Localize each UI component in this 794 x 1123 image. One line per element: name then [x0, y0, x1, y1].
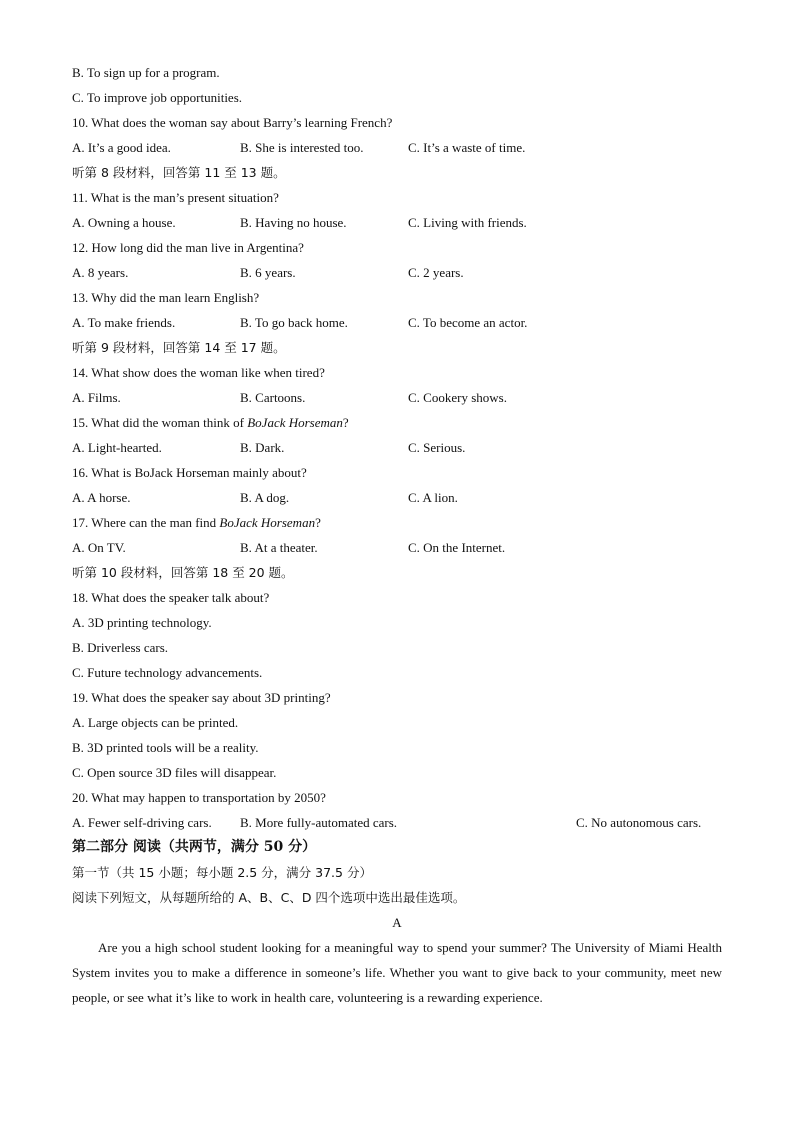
q16-stem: 16. What is BoJack Horseman mainly about? [72, 465, 307, 480]
part-2-title: 第二部分 阅读（共两节，满分 50 分） [72, 839, 317, 855]
q13-option-a: A. To make friends. [72, 315, 176, 330]
q18-stem: 18. What does the speaker talk about? [72, 590, 270, 605]
material-10-heading: 听第 10 段材料，回答第 18 至 20 题。 [72, 565, 294, 580]
q19-option-c: C. Open source 3D files will disappear. [72, 765, 277, 780]
q20-option-a: A. Fewer self-driving cars. [72, 815, 212, 830]
passage-a-text: Are you a high school student looking for a meaningful way to spend your summer? The University of Miami Health System invites you to make a difference in someone’s life. Whether you want to give back to your community, meet new people, or see what it’s like to work in health care, volunteering is a rewarding experience. [72, 940, 722, 1005]
q18-option-b: B. Driverless cars. [72, 640, 169, 655]
q10-option-b: B. She is interested too. [240, 140, 364, 155]
q16-option-b: B. A dog. [240, 490, 290, 505]
q15-stem-end: ? [342, 415, 349, 430]
q13-option-c: C. To become an actor. [408, 315, 528, 330]
q15-options [72, 435, 722, 460]
q13-option-b: B. To go back home. [240, 315, 348, 330]
q10-option-a: A. It’s a good idea. [72, 140, 171, 155]
q14-option-b: B. Cartoons. [240, 390, 306, 405]
q14-option-a: A. Films. [72, 390, 121, 405]
q15-stem-title: BoJack Horseman [247, 415, 343, 430]
q11-option-a: A. Owning a house. [72, 215, 176, 230]
q18-option-a: A. 3D printing technology. [72, 615, 212, 630]
q17-option-c: C. On the Internet. [408, 540, 506, 555]
q10-stem: 10. What does the woman say about Barry’s learning French? [72, 115, 393, 130]
q16-option-c: C. A lion. [408, 490, 458, 505]
q12-option-b: B. 6 years. [240, 265, 296, 280]
exam-page [72, 60, 722, 1010]
q10-option-c: C. It’s a waste of time. [408, 140, 526, 155]
q17-stem-text: 17. Where can the man find [72, 515, 220, 530]
q17-options [72, 535, 722, 560]
q20-option-b: B. More fully-automated cars. [240, 815, 398, 830]
q20-options [72, 810, 722, 835]
q15-option-a: A. Light-hearted. [72, 440, 162, 455]
q9-option-b: B. To sign up for a program. [72, 65, 220, 80]
q11-option-b: B. Having no house. [240, 215, 347, 230]
q16-option-a: A. A horse. [72, 490, 131, 505]
q15-option-b: B. Dark. [240, 440, 285, 455]
q12-stem: 12. How long did the man live in Argentina? [72, 240, 304, 255]
q17-option-b: B. At a theater. [240, 540, 318, 555]
material-9-heading: 听第 9 段材料，回答第 14 至 17 题。 [72, 340, 286, 355]
q11-option-c: C. Living with friends. [408, 215, 527, 230]
q11-options [72, 210, 722, 235]
q12-options [72, 260, 722, 285]
q19-option-a: A. Large objects can be printed. [72, 715, 239, 730]
q20-stem: 20. What may happen to transportation by 2050? [72, 790, 326, 805]
q18-option-c: C. Future technology advancements. [72, 665, 263, 680]
q15-stem [72, 410, 722, 435]
q19-stem: 19. What does the speaker say about 3D printing? [72, 690, 331, 705]
q9-option-c: C. To improve job opportunities. [72, 90, 243, 105]
q14-options [72, 385, 722, 410]
q14-stem: 14. What show does the woman like when tired? [72, 365, 325, 380]
passage-label: A [392, 915, 402, 930]
q19-option-b: B. 3D printed tools will be a reality. [72, 740, 259, 755]
q13-options [72, 310, 722, 335]
q17-stem-end: ? [315, 515, 321, 530]
q14-option-c: C. Cookery shows. [408, 390, 507, 405]
q20-option-c: C. No autonomous cars. [576, 815, 702, 830]
q13-stem: 13. Why did the man learn English? [72, 290, 260, 305]
q12-option-a: A. 8 years. [72, 265, 129, 280]
q10-options [72, 135, 722, 160]
q17-stem [72, 510, 722, 535]
q15-stem-text: 15. What did the woman think of [72, 415, 248, 430]
q15-option-c: C. Serious. [408, 440, 466, 455]
material-8-heading: 听第 8 段材料，回答第 11 至 13 题。 [72, 165, 286, 180]
q12-option-c: C. 2 years. [408, 265, 464, 280]
q17-stem-title: BoJack Horseman [219, 515, 316, 530]
reading-instruction: 阅读下列短文，从每题所给的 A、B、C、D 四个选项中选出最佳选项。 [72, 890, 466, 905]
section-1-title: 第一节（共 15 小题；每小题 2.5 分，满分 37.5 分） [72, 865, 372, 880]
q11-stem: 11. What is the man’s present situation? [72, 190, 279, 205]
q16-options [72, 485, 722, 510]
q17-option-a: A. On TV. [72, 540, 126, 555]
